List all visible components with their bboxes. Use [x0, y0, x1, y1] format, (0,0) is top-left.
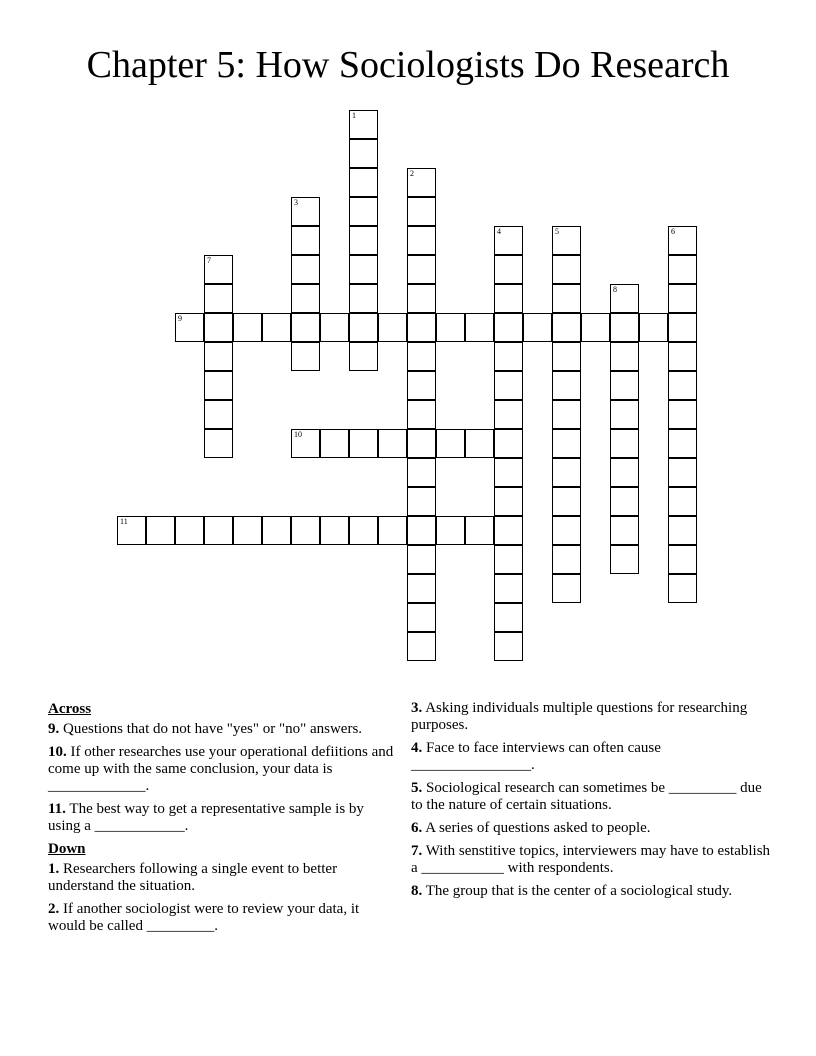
grid-cell[interactable] — [494, 313, 523, 342]
grid-cell[interactable] — [291, 342, 320, 371]
clue-number: 2. — [48, 901, 60, 917]
clue-text: Sociological research can sometimes be _________ due to the nature of certain situations. — [411, 780, 762, 813]
grid-cell[interactable] — [610, 429, 639, 458]
grid-cell[interactable] — [610, 400, 639, 429]
grid-cell[interactable] — [436, 516, 465, 545]
grid-cell[interactable] — [668, 458, 697, 487]
grid-cell[interactable] — [465, 429, 494, 458]
clue-down-1 — [48, 861, 398, 895]
clue-down-8 — [411, 883, 771, 900]
grid-cell[interactable] — [233, 516, 262, 545]
clue-number-label: 5 — [555, 227, 559, 236]
grid-cell[interactable] — [320, 516, 349, 545]
grid-cell[interactable] — [204, 255, 233, 284]
clue-number-label: 6 — [671, 227, 675, 236]
clue-number: 7. — [411, 843, 423, 859]
grid-cell[interactable] — [552, 545, 581, 574]
grid-cell[interactable] — [610, 284, 639, 313]
grid-cell[interactable] — [407, 429, 436, 458]
grid-cell[interactable] — [407, 313, 436, 342]
grid-cell[interactable] — [668, 313, 697, 342]
clues-left-column — [48, 700, 398, 941]
grid-cell[interactable] — [552, 284, 581, 313]
grid-cell[interactable] — [668, 342, 697, 371]
grid-cell[interactable] — [552, 487, 581, 516]
grid-cell[interactable] — [407, 342, 436, 371]
clue-number: 6. — [411, 820, 423, 836]
grid-cell[interactable] — [349, 255, 378, 284]
grid-cell[interactable] — [552, 516, 581, 545]
grid-cell[interactable] — [668, 574, 697, 603]
grid-cell[interactable] — [204, 313, 233, 342]
grid-cell[interactable] — [291, 226, 320, 255]
grid-cell[interactable] — [610, 545, 639, 574]
grid-cell[interactable] — [407, 371, 436, 400]
grid-cell[interactable] — [407, 226, 436, 255]
grid-cell[interactable] — [494, 255, 523, 284]
clue-text: Asking individuals multiple questions for researching purposes. — [411, 700, 748, 733]
clues-right-column — [411, 700, 771, 906]
grid-cell[interactable] — [175, 313, 204, 342]
grid-cell[interactable] — [407, 516, 436, 545]
grid-cell[interactable] — [349, 197, 378, 226]
clue-number: 3. — [411, 700, 423, 716]
clue-number: 4. — [411, 740, 423, 756]
clue-text: If another sociologist were to review your data, it would be called _________. — [48, 901, 360, 934]
grid-cell[interactable] — [552, 342, 581, 371]
grid-cell[interactable] — [639, 313, 668, 342]
grid-cell[interactable] — [407, 487, 436, 516]
grid-cell[interactable] — [407, 284, 436, 313]
page-title: Chapter 5: How Sociologists Do Research — [86, 44, 730, 86]
grid-cell[interactable] — [610, 458, 639, 487]
grid-cell[interactable] — [175, 516, 204, 545]
grid-cell[interactable] — [494, 284, 523, 313]
grid-cell[interactable] — [291, 313, 320, 342]
clue-number: 8. — [411, 883, 423, 899]
grid-cell[interactable] — [204, 342, 233, 371]
down-heading: Down — [48, 841, 86, 857]
grid-cell[interactable] — [552, 313, 581, 342]
grid-cell[interactable] — [552, 429, 581, 458]
grid-cell[interactable] — [117, 516, 146, 545]
grid-cell[interactable] — [436, 429, 465, 458]
clue-across-11 — [48, 801, 398, 835]
grid-cell[interactable] — [494, 429, 523, 458]
grid-cell[interactable] — [204, 371, 233, 400]
grid-cell[interactable] — [291, 284, 320, 313]
grid-cell[interactable] — [320, 429, 349, 458]
grid-cell[interactable] — [494, 226, 523, 255]
grid-cell[interactable] — [552, 226, 581, 255]
clue-text: If other researches use your operational defiitions and come up with the same conclusion, your data is _____________. — [48, 744, 394, 794]
grid-cell[interactable] — [407, 574, 436, 603]
grid-cell[interactable] — [668, 545, 697, 574]
grid-cell[interactable] — [291, 197, 320, 226]
grid-cell[interactable] — [610, 371, 639, 400]
grid-cell[interactable] — [291, 516, 320, 545]
clue-text: Researchers following a single event to better understand the situation. — [48, 861, 338, 894]
grid-cell[interactable] — [378, 313, 407, 342]
grid-cell[interactable] — [465, 516, 494, 545]
grid-cell[interactable] — [494, 342, 523, 371]
grid-cell[interactable] — [407, 545, 436, 574]
grid-cell[interactable] — [494, 487, 523, 516]
clue-number: 1. — [48, 861, 60, 877]
clue-down-2 — [48, 901, 398, 935]
grid-cell[interactable] — [233, 313, 262, 342]
clue-number-label: 8 — [613, 285, 617, 294]
clue-number: 10. — [48, 744, 67, 760]
grid-cell[interactable] — [465, 313, 494, 342]
grid-cell[interactable] — [494, 458, 523, 487]
grid-cell[interactable] — [349, 516, 378, 545]
clue-across-9 — [48, 721, 398, 738]
grid-cell[interactable] — [552, 371, 581, 400]
grid-cell[interactable] — [378, 429, 407, 458]
clue-number-label: 9 — [178, 314, 182, 323]
clue-text: Face to face interviews can often cause ________________. — [411, 740, 661, 773]
grid-cell[interactable] — [407, 400, 436, 429]
clue-text: The best way to get a representative sample is by using a ____________. — [48, 801, 364, 834]
grid-cell[interactable] — [320, 313, 349, 342]
grid-cell[interactable] — [378, 516, 407, 545]
grid-cell[interactable] — [668, 487, 697, 516]
grid-cell[interactable] — [349, 168, 378, 197]
clue-text: Questions that do not have "yes" or "no" answers. — [63, 721, 363, 737]
clue-down-7 — [411, 843, 771, 877]
grid-cell[interactable] — [610, 342, 639, 371]
clue-down-6 — [411, 820, 771, 837]
grid-cell[interactable] — [204, 400, 233, 429]
grid-cell[interactable] — [552, 255, 581, 284]
grid-cell[interactable] — [668, 516, 697, 545]
grid-cell[interactable] — [668, 371, 697, 400]
clue-number-label: 2 — [410, 169, 414, 178]
clue-number: 9. — [48, 721, 60, 737]
grid-cell[interactable] — [552, 574, 581, 603]
grid-cell[interactable] — [146, 516, 175, 545]
clue-text: The group that is the center of a sociological study. — [425, 883, 733, 899]
grid-cell[interactable] — [407, 632, 436, 661]
clue-number-label: 10 — [294, 430, 302, 439]
grid-cell[interactable] — [349, 429, 378, 458]
clue-text: A series of questions asked to people. — [425, 820, 651, 836]
grid-cell[interactable] — [407, 197, 436, 226]
grid-cell[interactable] — [291, 255, 320, 284]
grid-cell[interactable] — [436, 313, 465, 342]
grid-cell[interactable] — [552, 458, 581, 487]
grid-cell[interactable] — [668, 284, 697, 313]
clue-number: 5. — [411, 780, 423, 796]
clue-across-10 — [48, 744, 398, 795]
grid-cell[interactable] — [494, 516, 523, 545]
grid-cell[interactable] — [668, 226, 697, 255]
grid-cell[interactable] — [204, 284, 233, 313]
grid-cell[interactable] — [204, 516, 233, 545]
clue-down-3 — [411, 700, 771, 734]
grid-cell[interactable] — [494, 603, 523, 632]
grid-cell[interactable] — [407, 458, 436, 487]
grid-cell[interactable] — [610, 313, 639, 342]
grid-cell[interactable] — [610, 516, 639, 545]
grid-cell[interactable] — [349, 284, 378, 313]
grid-cell[interactable] — [668, 429, 697, 458]
grid-cell[interactable] — [581, 313, 610, 342]
grid-cell[interactable] — [552, 400, 581, 429]
grid-cell[interactable] — [610, 487, 639, 516]
grid-cell[interactable] — [668, 255, 697, 284]
clue-number-label: 11 — [120, 517, 128, 526]
grid-cell[interactable] — [523, 313, 552, 342]
grid-cell[interactable] — [407, 168, 436, 197]
grid-cell[interactable] — [349, 110, 378, 139]
grid-cell[interactable] — [494, 574, 523, 603]
grid-cell[interactable] — [668, 400, 697, 429]
across-heading: Across — [48, 701, 92, 717]
grid-cell[interactable] — [349, 139, 378, 168]
grid-cell[interactable] — [262, 313, 291, 342]
clue-number-label: 1 — [352, 111, 356, 120]
grid-cell[interactable] — [494, 371, 523, 400]
grid-cell[interactable] — [349, 226, 378, 255]
grid-cell[interactable] — [494, 545, 523, 574]
clue-number: 11. — [48, 801, 66, 817]
grid-cell[interactable] — [407, 603, 436, 632]
clue-text: With senstitive topics, interviewers may have to establish a ___________ with respondents. — [411, 843, 771, 876]
grid-cell[interactable] — [291, 429, 320, 458]
grid-cell[interactable] — [407, 255, 436, 284]
grid-cell[interactable] — [494, 400, 523, 429]
clue-down-5 — [411, 780, 771, 814]
clue-down-4 — [411, 740, 771, 774]
grid-cell[interactable] — [494, 632, 523, 661]
grid-cell[interactable] — [349, 342, 378, 371]
clue-number-label: 4 — [497, 227, 501, 236]
grid-cell[interactable] — [349, 313, 378, 342]
clue-number-label: 7 — [207, 256, 211, 265]
grid-cell[interactable] — [262, 516, 291, 545]
grid-cell[interactable] — [204, 429, 233, 458]
clue-number-label: 3 — [294, 198, 298, 207]
